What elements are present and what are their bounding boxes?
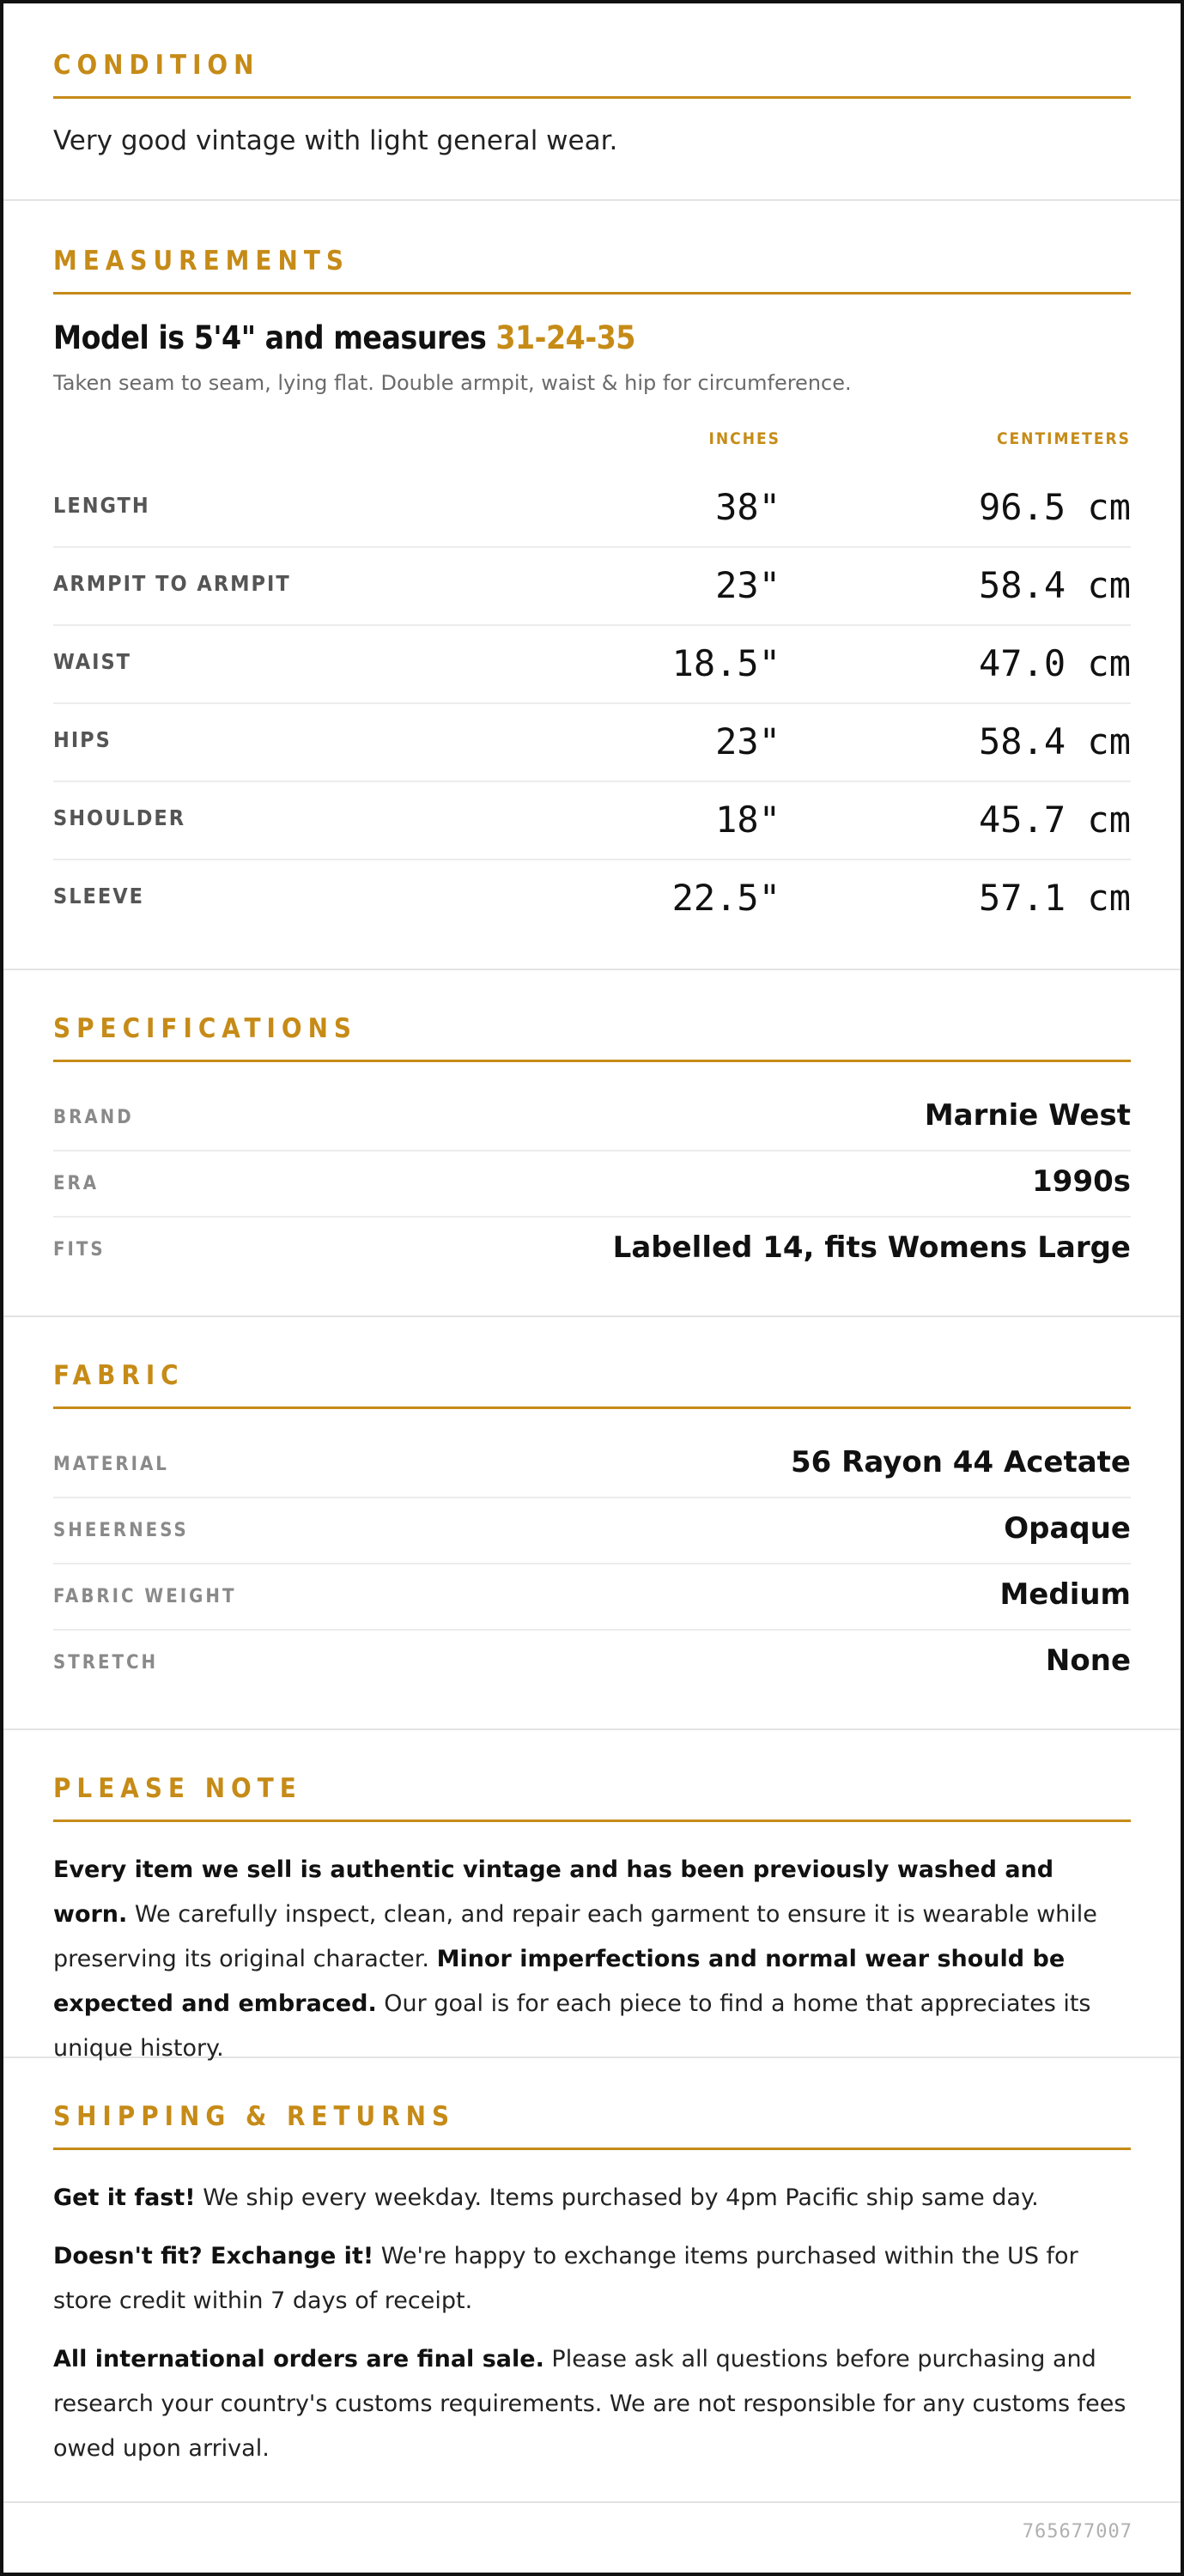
measurement-inches: 18" xyxy=(715,799,780,841)
fabric-value: 56 Rayon 44 Acetate xyxy=(791,1445,1131,1479)
fabric-row-sheerness xyxy=(53,1498,1131,1564)
measurement-cm: 96.5 cm xyxy=(978,486,1131,528)
fabric-row-material xyxy=(53,1431,1131,1498)
spec-row-fits xyxy=(53,1217,1131,1282)
measurements-heading xyxy=(53,240,1131,295)
measurement-inches: 23" xyxy=(715,564,780,606)
condition-title: CONDITION xyxy=(53,50,260,81)
shipping-paragraph-exchange xyxy=(53,2234,1131,2324)
shipping-paragraph-international xyxy=(53,2337,1131,2471)
fabric-row-stretch xyxy=(53,1630,1131,1695)
measurement-label: ARMPIT TO ARMPIT xyxy=(53,571,291,596)
fabric-value: Medium xyxy=(999,1577,1131,1612)
shipping-fast-bold: Get it fast! xyxy=(53,2184,196,2211)
measurement-row-armpit xyxy=(53,547,1131,626)
measurement-label: SHOULDER xyxy=(53,805,186,830)
shipping-title: SHIPPING & RETURNS xyxy=(53,2101,456,2132)
note-text-2: Our goal is for each piece to find a home that appreciates its unique history. xyxy=(53,1990,1091,2062)
fabric-label: FABRIC WEIGHT xyxy=(53,1586,237,1607)
model-text: Model is 5'4" and measures xyxy=(53,319,496,356)
measurement-cm: 47.0 cm xyxy=(978,642,1131,684)
specifications-heading xyxy=(53,1008,1131,1062)
shipping-international-text: Please ask all questions before purchasing and research your country's customs requirements. We are not responsible for any customs fees owed upon arrival. xyxy=(53,2346,1126,2462)
measurement-row-sleeve xyxy=(53,860,1131,937)
measurements-subtitle: Taken seam to seam, lying flat. Double armpit, waist & hip for circumference. xyxy=(53,371,852,395)
measurement-cm: 57.1 cm xyxy=(978,877,1131,919)
measurement-inches: 18.5" xyxy=(671,642,780,684)
shipping-heading xyxy=(53,2096,1131,2150)
measurement-cm: 45.7 cm xyxy=(978,799,1131,841)
condition-text: Very good vintage with light general wear. xyxy=(53,125,618,156)
measurement-row-hips xyxy=(53,703,1131,782)
measurement-cm: 58.4 cm xyxy=(978,564,1131,606)
measurement-inches: 23" xyxy=(715,720,780,762)
column-header-centimeters: CENTIMETERS xyxy=(996,429,1131,448)
spec-row-brand xyxy=(53,1084,1131,1151)
measurement-inches: 22.5" xyxy=(671,877,780,919)
fabric-row-weight xyxy=(53,1564,1131,1631)
note-text-1: We carefully inspect, clean, and repair each garment to ensure it is wearable while preserving its original character. xyxy=(53,1901,1097,1972)
specifications-section xyxy=(3,970,1181,1317)
measurement-inches: 38" xyxy=(715,486,780,528)
spec-value: 1990s xyxy=(1032,1164,1131,1199)
shipping-section xyxy=(3,2058,1181,2503)
measurements-section xyxy=(3,201,1181,970)
spec-label: BRAND xyxy=(53,1107,134,1128)
specifications-title: SPECIFICATIONS xyxy=(53,1013,358,1044)
measurement-label: WAIST xyxy=(53,649,132,674)
model-statement xyxy=(53,319,635,356)
shipping-paragraph-fast xyxy=(53,2176,1131,2221)
measurement-row-shoulder xyxy=(53,781,1131,860)
spec-value: Marnie West xyxy=(924,1098,1131,1133)
order-number: 765677007 xyxy=(1022,2521,1132,2543)
shipping-fast-text: We ship every weekday. Items purchased by 4pm Pacific ship same day. xyxy=(195,2184,1039,2211)
spec-label: ERA xyxy=(53,1173,100,1194)
model-measures: 31-24-35 xyxy=(495,319,635,356)
measurement-label: LENGTH xyxy=(53,493,150,518)
measurement-row-waist xyxy=(53,625,1131,704)
condition-section xyxy=(3,3,1181,201)
note-bold-2: Minor imperfections and normal wear should be expected and embraced. xyxy=(53,1946,1066,2017)
note-bold-1: Every item we sell is authentic vintage and has been previously washed and worn. xyxy=(53,1856,1054,1928)
please-note-section xyxy=(3,1730,1181,2062)
measurements-title: MEASUREMENTS xyxy=(53,246,349,276)
please-note-heading xyxy=(53,1768,1131,1822)
spec-label: FITS xyxy=(53,1239,106,1261)
fabric-section xyxy=(3,1317,1181,1730)
measurement-row-length xyxy=(53,469,1131,548)
shipping-exchange-bold: Doesn't fit? Exchange it! xyxy=(53,2243,374,2269)
column-header-inches: INCHES xyxy=(708,429,780,448)
fabric-label: SHEERNESS xyxy=(53,1520,189,1541)
fabric-value: None xyxy=(1045,1643,1131,1678)
fabric-title: FABRIC xyxy=(53,1360,185,1391)
measurement-label: SLEEVE xyxy=(53,884,145,908)
measurement-cm: 58.4 cm xyxy=(978,720,1131,762)
measurement-label: HIPS xyxy=(53,727,112,752)
please-note-title: PLEASE NOTE xyxy=(53,1773,302,1804)
shipping-international-bold: All international orders are final sale. xyxy=(53,2346,544,2372)
shipping-exchange-text: We're happy to exchange items purchased within the US for store credit within 7 days of receipt. xyxy=(53,2243,1078,2314)
fabric-value: Opaque xyxy=(1004,1511,1131,1546)
fabric-label: MATERIAL xyxy=(53,1454,169,1475)
spec-value: Labelled 14, fits Womens Large xyxy=(612,1230,1131,1265)
condition-heading xyxy=(53,45,1131,99)
fabric-heading xyxy=(53,1355,1131,1409)
fabric-label: STRETCH xyxy=(53,1652,159,1674)
spec-row-era xyxy=(53,1151,1131,1218)
please-note-text xyxy=(53,1848,1131,2071)
